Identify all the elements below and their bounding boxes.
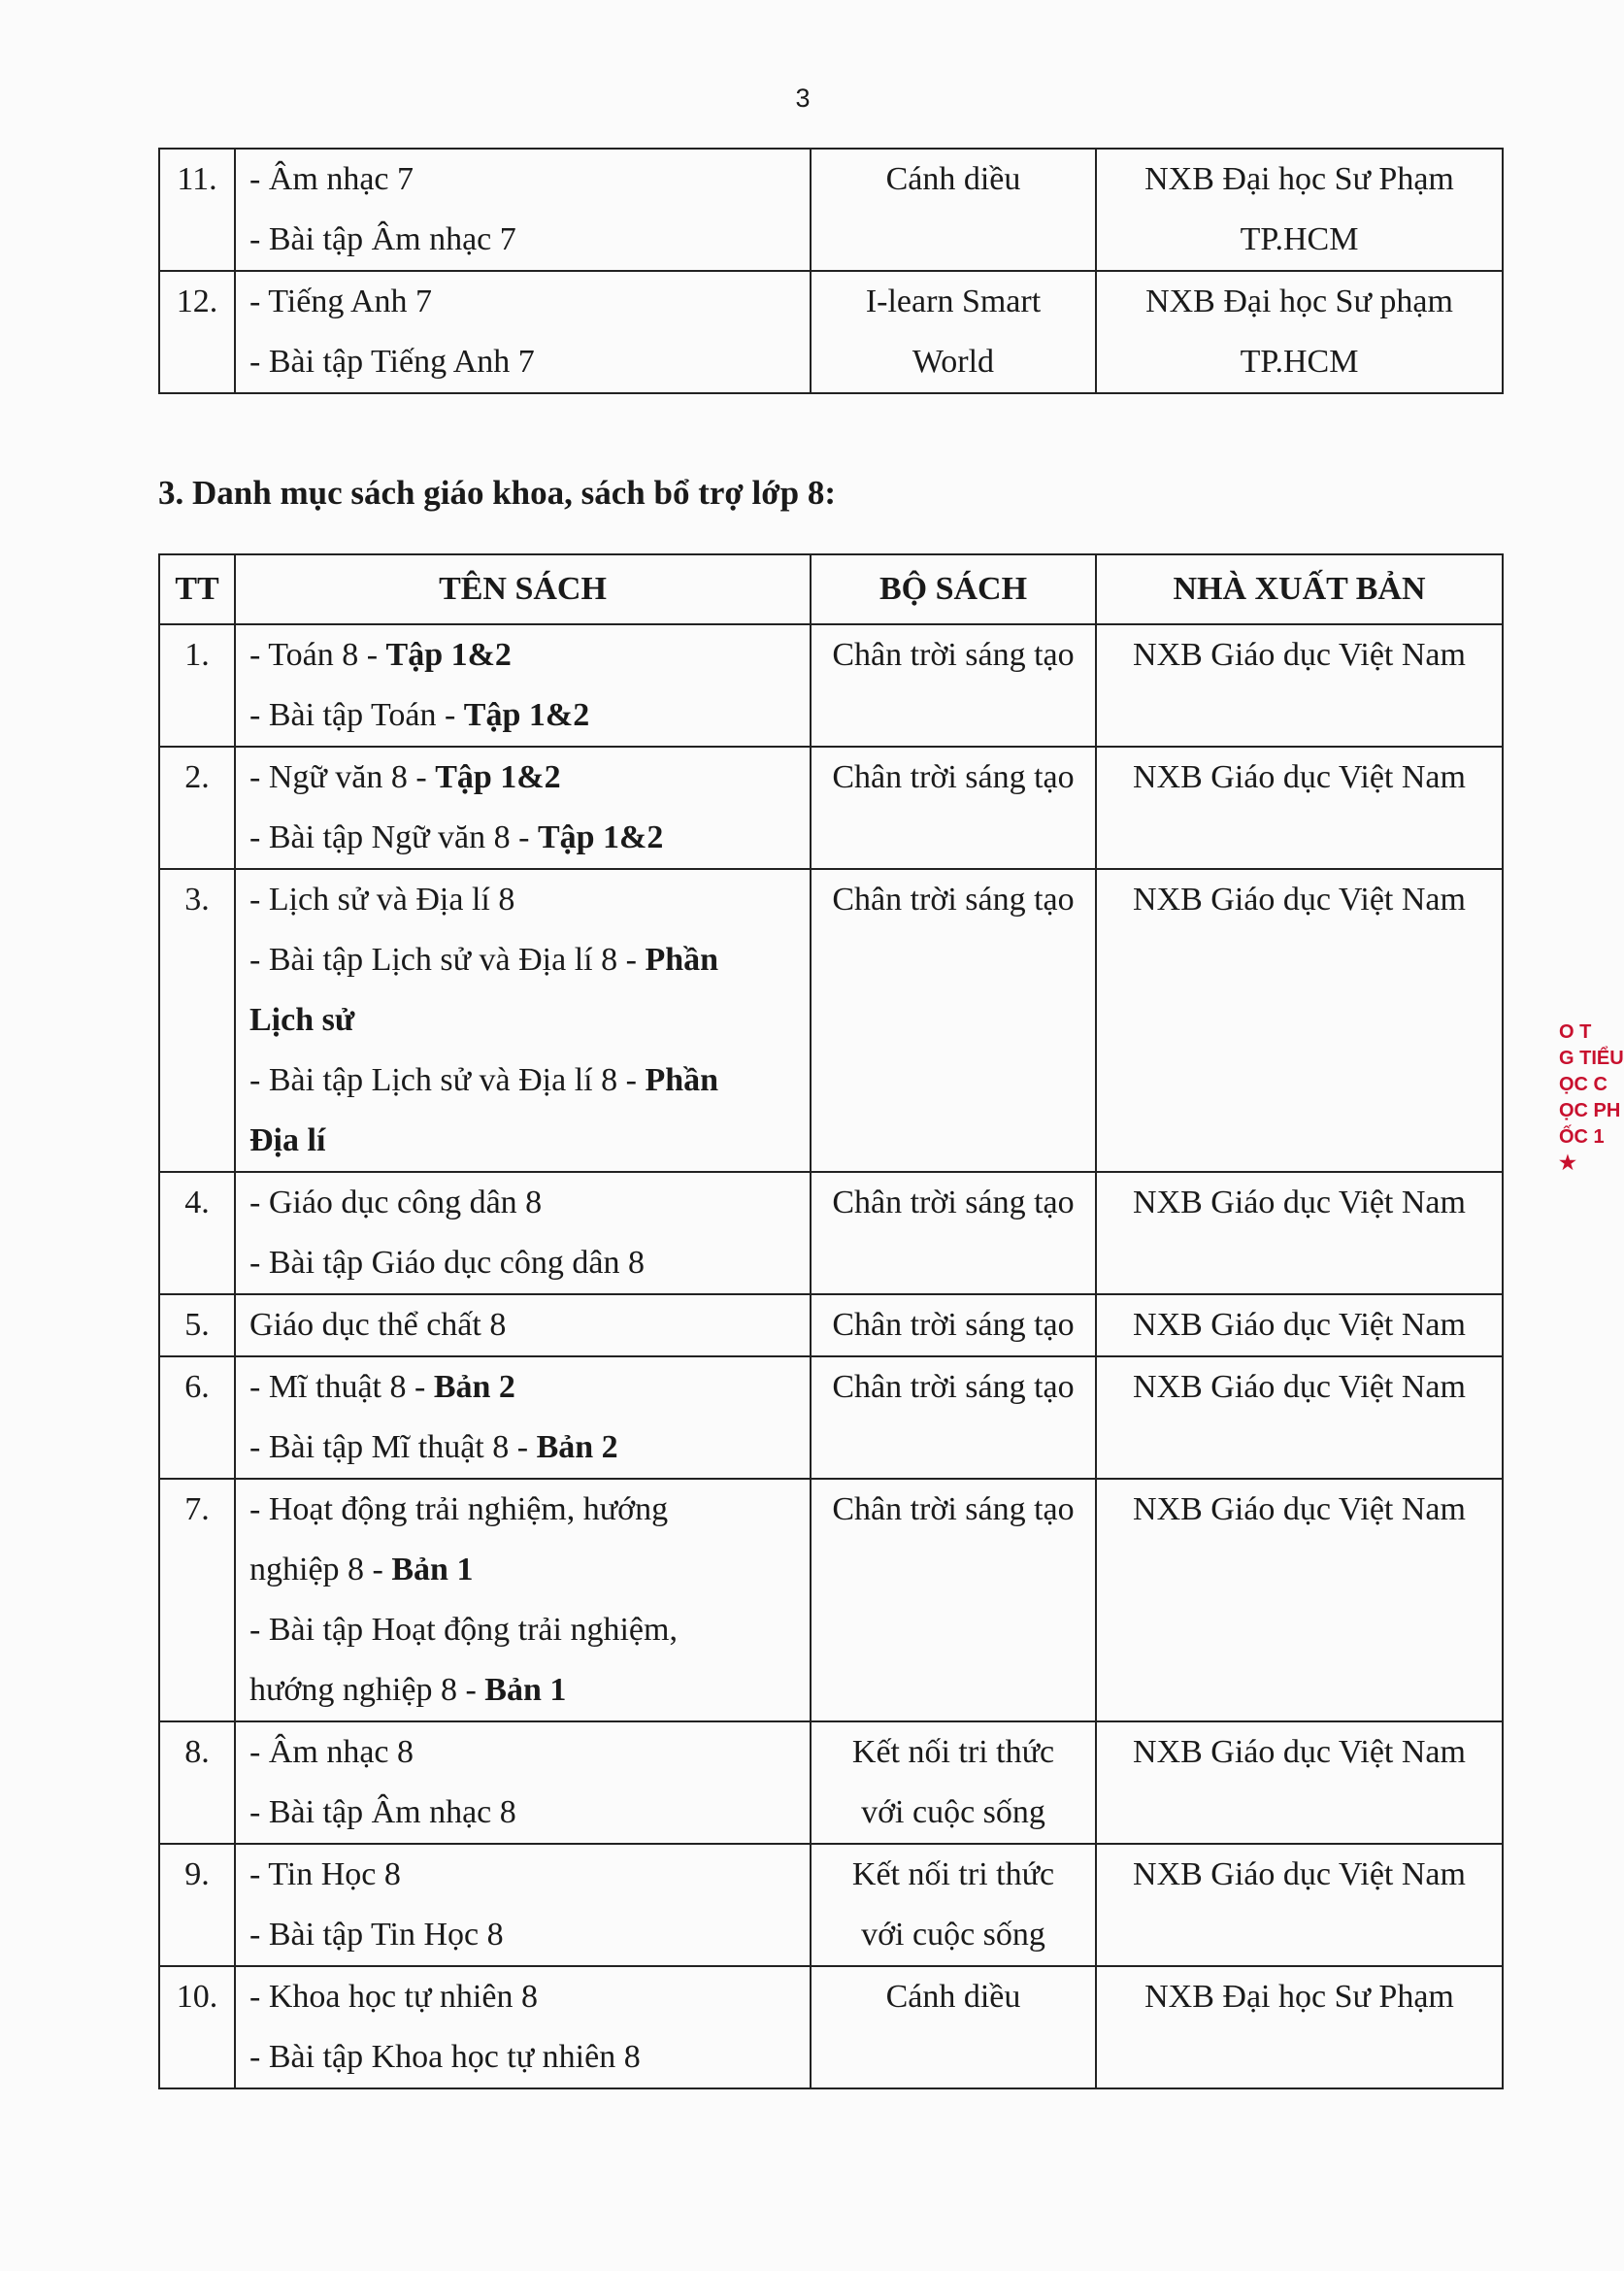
publisher-cell [1096, 1844, 1503, 1966]
publisher-line: NXB Giáo dục Việt Nam [1133, 1734, 1466, 1770]
book-title-line: - Bài tập Giáo dục công dân 8 [249, 1245, 645, 1281]
book-title-line: - Tiếng Anh 7 [249, 284, 432, 319]
book-series-line: Chân trời sáng tạo [832, 882, 1075, 918]
book-title-line: - Bài tập Âm nhạc 8 [249, 1794, 516, 1830]
book-title-line: - Lịch sử và Địa lí 8 [249, 882, 515, 918]
book-series-cell [811, 1844, 1096, 1966]
table-row [159, 271, 1503, 393]
book-name-cell [235, 869, 811, 1172]
table-row [159, 1844, 1503, 1966]
book-title-line: hướng nghiệp 8 - Bản 1 [249, 1672, 567, 1708]
publisher-cell [1096, 1721, 1503, 1844]
stamp-text-fragment: O T [1559, 1021, 1592, 1043]
book-name-cell [235, 1294, 811, 1356]
book-series-line: Chân trời sáng tạo [832, 1185, 1075, 1220]
book-name-cell [235, 1721, 811, 1844]
header-tt: TT [159, 554, 235, 624]
book-series-cell [811, 1721, 1096, 1844]
book-title-line: - Tin Học 8 [249, 1856, 401, 1892]
book-volume-label: Tập 1&2 [385, 637, 512, 673]
publisher-line: NXB Giáo dục Việt Nam [1133, 882, 1466, 918]
book-title-line: - Bài tập Hoạt động trải nghiệm, [249, 1612, 678, 1648]
book-series-cell [811, 1479, 1096, 1721]
book-series-cell [811, 1356, 1096, 1479]
row-number: 1. [159, 624, 235, 747]
publisher-cell [1096, 1294, 1503, 1356]
publisher-line: NXB Giáo dục Việt Nam [1133, 1369, 1466, 1405]
stamp-text-fragment: ★ [1559, 1152, 1576, 1174]
book-name-cell [235, 271, 811, 393]
book-name-cell [235, 1966, 811, 2088]
publisher-cell [1096, 149, 1503, 271]
book-volume-label: Tập 1&2 [537, 819, 664, 855]
book-series-cell [811, 149, 1096, 271]
textbook-table-grade8 [158, 553, 1504, 2089]
publisher-cell [1096, 271, 1503, 393]
book-volume-label: Tập 1&2 [435, 759, 561, 795]
book-title-line: - Ngữ văn 8 - Tập 1&2 [249, 759, 561, 795]
book-series-line: Cánh diều [885, 161, 1021, 197]
book-series-cell [811, 1294, 1096, 1356]
publisher-line: NXB Giáo dục Việt Nam [1133, 1491, 1466, 1527]
row-number: 11. [159, 149, 235, 271]
table-row [159, 149, 1503, 271]
row-number: 12. [159, 271, 235, 393]
row-number: 6. [159, 1356, 235, 1479]
book-volume-label: Tập 1&2 [463, 697, 590, 733]
publisher-line: NXB Đại học Sư Phạm [1144, 1979, 1454, 2015]
book-series-line: Chân trời sáng tạo [832, 1491, 1075, 1527]
publisher-cell [1096, 1479, 1503, 1721]
publisher-line: NXB Đại học Sư Phạm [1144, 161, 1454, 197]
book-title-line: - Giáo dục công dân 8 [249, 1185, 543, 1220]
header-book-series: BỘ SÁCH [811, 554, 1096, 624]
row-number: 3. [159, 869, 235, 1172]
publisher-cell [1096, 1172, 1503, 1294]
table-row [159, 1479, 1503, 1721]
book-title-line: - Mĩ thuật 8 - Bản 2 [249, 1369, 515, 1405]
book-series-cell [811, 747, 1096, 869]
book-title-line: nghiệp 8 - Bản 1 [249, 1552, 474, 1587]
book-series-line: Chân trời sáng tạo [832, 637, 1075, 673]
book-title-line: - Bài tập Khoa học tự nhiên 8 [249, 2039, 641, 2075]
row-number: 9. [159, 1844, 235, 1966]
book-volume-label: Lịch sử [249, 1002, 355, 1038]
book-series-line: Kết nối tri thức [851, 1856, 1055, 1892]
book-volume-label: Địa lí [249, 1122, 326, 1158]
page-number: 3 [795, 83, 811, 113]
book-volume-label: Phần [645, 1062, 719, 1098]
book-title-line: - Bài tập Tiếng Anh 7 [249, 344, 535, 380]
publisher-line: NXB Giáo dục Việt Nam [1133, 759, 1466, 795]
book-title-line [249, 1111, 802, 1171]
book-name-cell [235, 1479, 811, 1721]
book-title-line: - Bài tập Toán - Tập 1&2 [249, 697, 590, 733]
table-row [159, 624, 1503, 747]
stamp-text-fragment: ỐC 1 [1559, 1126, 1605, 1148]
book-title-line: - Bài tập Lịch sử và Địa lí 8 - Phần [249, 942, 719, 978]
book-series-line: Kết nối tri thức [851, 1734, 1055, 1770]
book-name-cell [235, 149, 811, 271]
table-row [159, 1356, 1503, 1479]
book-volume-label: Bản 1 [484, 1672, 567, 1708]
book-title-line: - Toán 8 - Tập 1&2 [249, 637, 512, 673]
book-series-line: World [911, 344, 995, 380]
book-name-cell [235, 747, 811, 869]
table-row [159, 1172, 1503, 1294]
header-publisher: NHÀ XUẤT BẢN [1096, 554, 1503, 624]
book-title-line: Giáo dục thể chất 8 [249, 1307, 507, 1343]
book-volume-label: Bản 2 [433, 1369, 515, 1405]
book-series-line: I-learn Smart [865, 284, 1042, 319]
book-volume-label: Bản 2 [536, 1429, 618, 1465]
book-series-cell [811, 1966, 1096, 2088]
book-series-line: Chân trời sáng tạo [832, 759, 1075, 795]
textbook-table-grade7-continued [158, 148, 1504, 394]
row-number: 5. [159, 1294, 235, 1356]
row-number: 10. [159, 1966, 235, 2088]
publisher-line: NXB Đại học Sư phạm [1145, 284, 1453, 319]
stamp-text-fragment: ỌC PH [1559, 1100, 1621, 1121]
publisher-cell [1096, 1966, 1503, 2088]
book-title-line: - Bài tập Âm nhạc 7 [249, 221, 516, 257]
table-row [159, 1294, 1503, 1356]
book-name-cell [235, 1356, 811, 1479]
publisher-line: TP.HCM [1240, 344, 1359, 380]
row-number: 4. [159, 1172, 235, 1294]
book-series-line: Cánh diều [885, 1979, 1021, 2015]
book-series-line: với cuộc sống [861, 1917, 1045, 1953]
stamp-text-fragment: ỌC C [1559, 1074, 1607, 1095]
book-title-line [249, 990, 802, 1051]
book-name-cell [235, 624, 811, 747]
publisher-cell [1096, 747, 1503, 869]
book-title-line: - Bài tập Lịch sử và Địa lí 8 - Phần [249, 1062, 719, 1098]
publisher-line: TP.HCM [1240, 221, 1359, 257]
publisher-line: NXB Giáo dục Việt Nam [1133, 1856, 1466, 1892]
book-name-cell [235, 1172, 811, 1294]
section-heading: 3. Danh mục sách giáo khoa, sách bổ trợ lớp 8: [158, 474, 837, 512]
publisher-line: NXB Giáo dục Việt Nam [1133, 1185, 1466, 1220]
book-title-line: - Âm nhạc 7 [249, 161, 414, 197]
table-row [159, 1721, 1503, 1844]
book-series-line: Chân trời sáng tạo [832, 1369, 1075, 1405]
row-number: 8. [159, 1721, 235, 1844]
publisher-line: NXB Giáo dục Việt Nam [1133, 1307, 1466, 1343]
table-row [159, 869, 1503, 1172]
book-title-line: - Bài tập Mĩ thuật 8 - Bản 2 [249, 1429, 618, 1465]
book-series-cell [811, 624, 1096, 747]
book-series-line: Chân trời sáng tạo [832, 1307, 1075, 1343]
publisher-line: NXB Giáo dục Việt Nam [1133, 637, 1466, 673]
book-series-cell [811, 271, 1096, 393]
table-header-row [159, 554, 1503, 624]
book-volume-label: Bản 1 [391, 1552, 474, 1587]
book-name-cell [235, 1844, 811, 1966]
red-stamp-fragment [1559, 1019, 1624, 1282]
book-series-cell [811, 869, 1096, 1172]
header-book-name: TÊN SÁCH [235, 554, 811, 624]
book-volume-label: Phần [645, 942, 719, 978]
publisher-cell [1096, 869, 1503, 1172]
book-title-line: - Khoa học tự nhiên 8 [249, 1979, 538, 2015]
book-series-line: với cuộc sống [861, 1794, 1045, 1830]
publisher-cell [1096, 1356, 1503, 1479]
book-title-line: - Hoạt động trải nghiệm, hướng [249, 1491, 669, 1527]
row-number: 7. [159, 1479, 235, 1721]
stamp-text-fragment: G TIỂU [1559, 1048, 1624, 1069]
publisher-cell [1096, 624, 1503, 747]
book-title-line: - Bài tập Ngữ văn 8 - Tập 1&2 [249, 819, 664, 855]
book-title-line: - Âm nhạc 8 [249, 1734, 414, 1770]
row-number: 2. [159, 747, 235, 869]
table-row [159, 747, 1503, 869]
table-row [159, 1966, 1503, 2088]
book-title-line: - Bài tập Tin Học 8 [249, 1917, 504, 1953]
book-series-cell [811, 1172, 1096, 1294]
